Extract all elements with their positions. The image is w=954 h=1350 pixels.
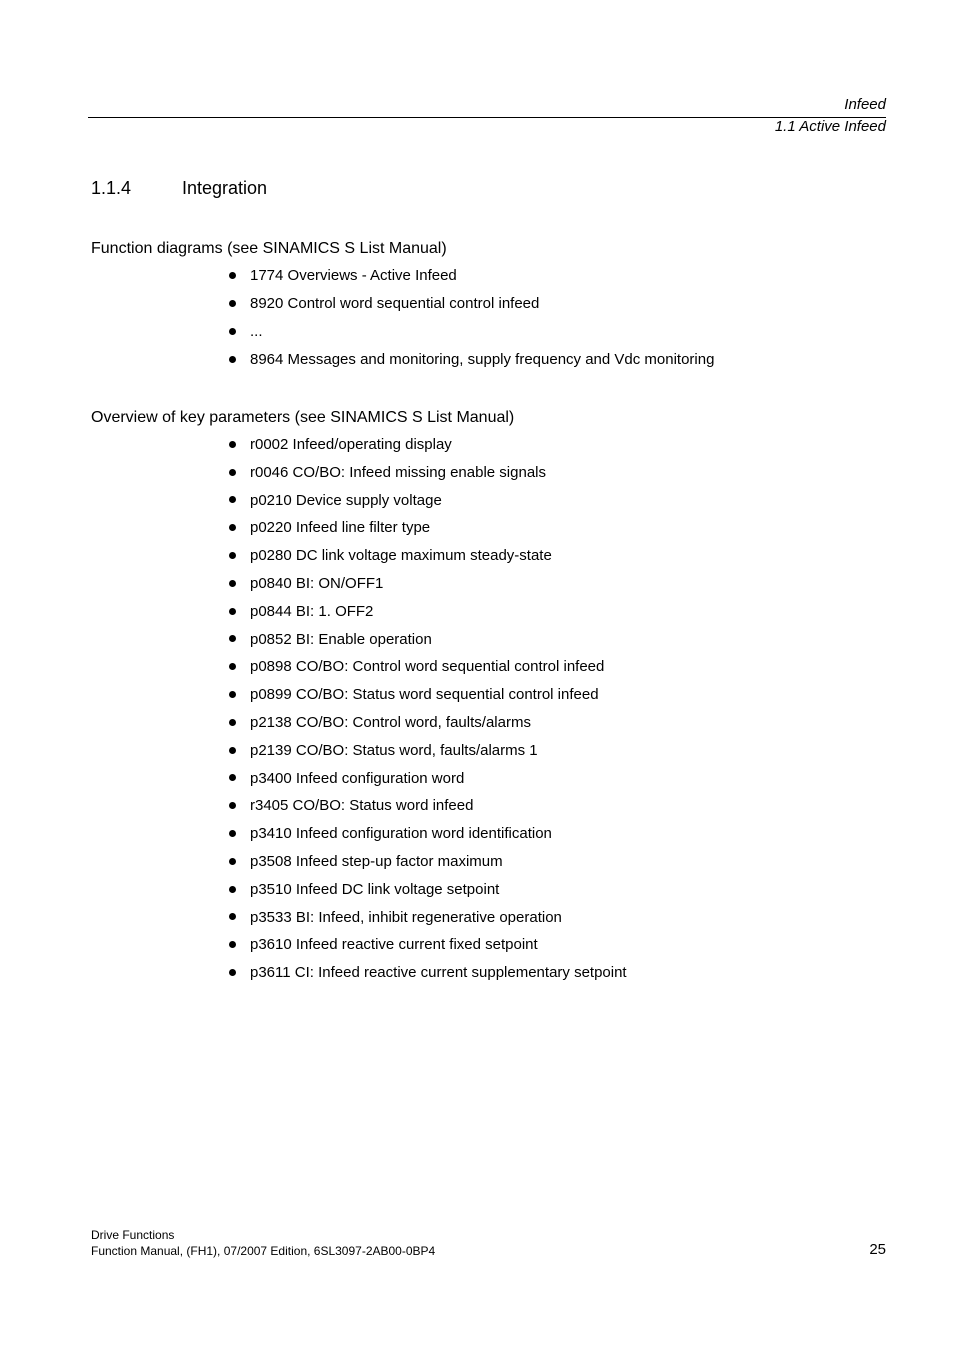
section-title: Integration xyxy=(182,178,268,198)
section-heading xyxy=(91,176,267,200)
bullet-icon xyxy=(229,469,236,476)
list-item xyxy=(226,653,627,681)
list-item-text: p0220 Infeed line filter type xyxy=(250,519,431,537)
list-item xyxy=(226,792,627,820)
list-item-text: 8920 Control word sequential control infeed xyxy=(250,295,540,312)
list-item-text: p0844 BI: 1. OFF2 xyxy=(250,602,374,620)
list-item xyxy=(226,346,714,374)
bullet-icon xyxy=(229,802,236,809)
list-item xyxy=(226,318,714,346)
bullet-icon xyxy=(229,886,236,893)
bullet-icon xyxy=(229,941,236,948)
list-item xyxy=(226,487,627,515)
list-item-text: ... xyxy=(250,323,263,340)
footer-document-title: Drive Functions xyxy=(91,1228,175,1242)
bullet-icon xyxy=(229,441,236,448)
list-item-text: p3410 Infeed configuration word identification xyxy=(250,825,552,843)
list-item xyxy=(226,876,627,904)
list-item-text: p0280 DC link voltage maximum steady-state xyxy=(250,547,552,565)
list-item-text: p0852 BI: Enable operation xyxy=(250,630,432,648)
list-item-text: p0899 CO/BO: Status word sequential control infeed xyxy=(250,686,599,704)
list-item-text: p0898 CO/BO: Control word sequential control infeed xyxy=(250,658,605,676)
list-item xyxy=(226,765,627,793)
function-diagrams-heading: Function diagrams (see SINAMICS S List Manual) xyxy=(91,240,447,257)
bullet-icon xyxy=(229,356,236,363)
bullet-icon xyxy=(229,663,236,670)
list-item xyxy=(226,598,627,626)
list-item-text: p2139 CO/BO: Status word, faults/alarms 1 xyxy=(250,741,538,759)
list-item xyxy=(226,848,627,876)
footer-edition-info: Function Manual, (FH1), 07/2007 Edition, 6SL3097-2AB00-0BP4 xyxy=(91,1244,436,1258)
footer xyxy=(91,1227,435,1259)
list-item xyxy=(226,431,627,459)
list-item xyxy=(226,459,627,487)
bullet-icon xyxy=(229,969,236,976)
list-item-text: p2138 CO/BO: Control word, faults/alarms xyxy=(250,713,531,731)
header-section: 1.1 Active Infeed xyxy=(774,118,886,135)
bullet-icon xyxy=(229,552,236,559)
key-parameters-list xyxy=(226,431,627,987)
bullet-icon xyxy=(229,858,236,865)
list-item xyxy=(226,904,627,932)
header-rule xyxy=(88,117,886,118)
list-item-text: 1774 Overviews - Active Infeed xyxy=(250,267,457,284)
list-item-text: r3405 CO/BO: Status word infeed xyxy=(250,797,474,815)
list-item-text: p3610 Infeed reactive current fixed setpoint xyxy=(250,936,538,954)
list-item-text: p3611 CI: Infeed reactive current supplementary setpoint xyxy=(250,964,627,982)
list-item-text: p0210 Device supply voltage xyxy=(250,491,442,509)
list-item xyxy=(226,262,714,290)
list-item-text: r0046 CO/BO: Infeed missing enable signals xyxy=(250,463,546,481)
page-number: 25 xyxy=(869,1241,886,1258)
list-item-text: p3508 Infeed step-up factor maximum xyxy=(250,852,503,870)
bullet-icon xyxy=(229,747,236,754)
list-item xyxy=(226,820,627,848)
list-item xyxy=(226,570,627,598)
list-item xyxy=(226,290,714,318)
bullet-icon xyxy=(229,580,236,587)
bullet-icon xyxy=(229,496,236,503)
section-number: 1.1.4 xyxy=(91,178,132,198)
list-item xyxy=(226,737,627,765)
header-chapter: Infeed xyxy=(844,96,886,113)
list-item-text: p0840 BI: ON/OFF1 xyxy=(250,574,384,592)
list-item xyxy=(226,542,627,570)
running-header xyxy=(775,94,886,138)
list-item-text: p3510 Infeed DC link voltage setpoint xyxy=(250,880,500,898)
list-item-text: p3533 BI: Infeed, inhibit regenerative operation xyxy=(250,908,562,926)
bullet-icon xyxy=(229,913,236,920)
bullet-icon xyxy=(229,691,236,698)
bullet-icon xyxy=(229,328,236,335)
bullet-icon xyxy=(229,608,236,615)
bullet-icon xyxy=(229,300,236,307)
function-diagrams-list xyxy=(226,262,714,374)
bullet-icon xyxy=(229,635,236,642)
list-item-text: 8964 Messages and monitoring, supply frequency and Vdc monitoring xyxy=(250,351,715,368)
list-item-text: p3400 Infeed configuration word xyxy=(250,769,465,787)
list-item xyxy=(226,709,627,737)
list-item xyxy=(226,514,627,542)
bullet-icon xyxy=(229,719,236,726)
list-item-text: r0002 Infeed/operating display xyxy=(250,436,452,453)
bullet-icon xyxy=(229,272,236,279)
list-item xyxy=(226,931,627,959)
bullet-icon xyxy=(229,774,236,781)
list-item xyxy=(226,626,627,654)
bullet-icon xyxy=(229,830,236,837)
bullet-icon xyxy=(229,524,236,531)
list-item xyxy=(226,959,627,987)
list-item xyxy=(226,681,627,709)
key-parameters-heading: Overview of key parameters (see SINAMICS S List Manual) xyxy=(91,409,515,426)
